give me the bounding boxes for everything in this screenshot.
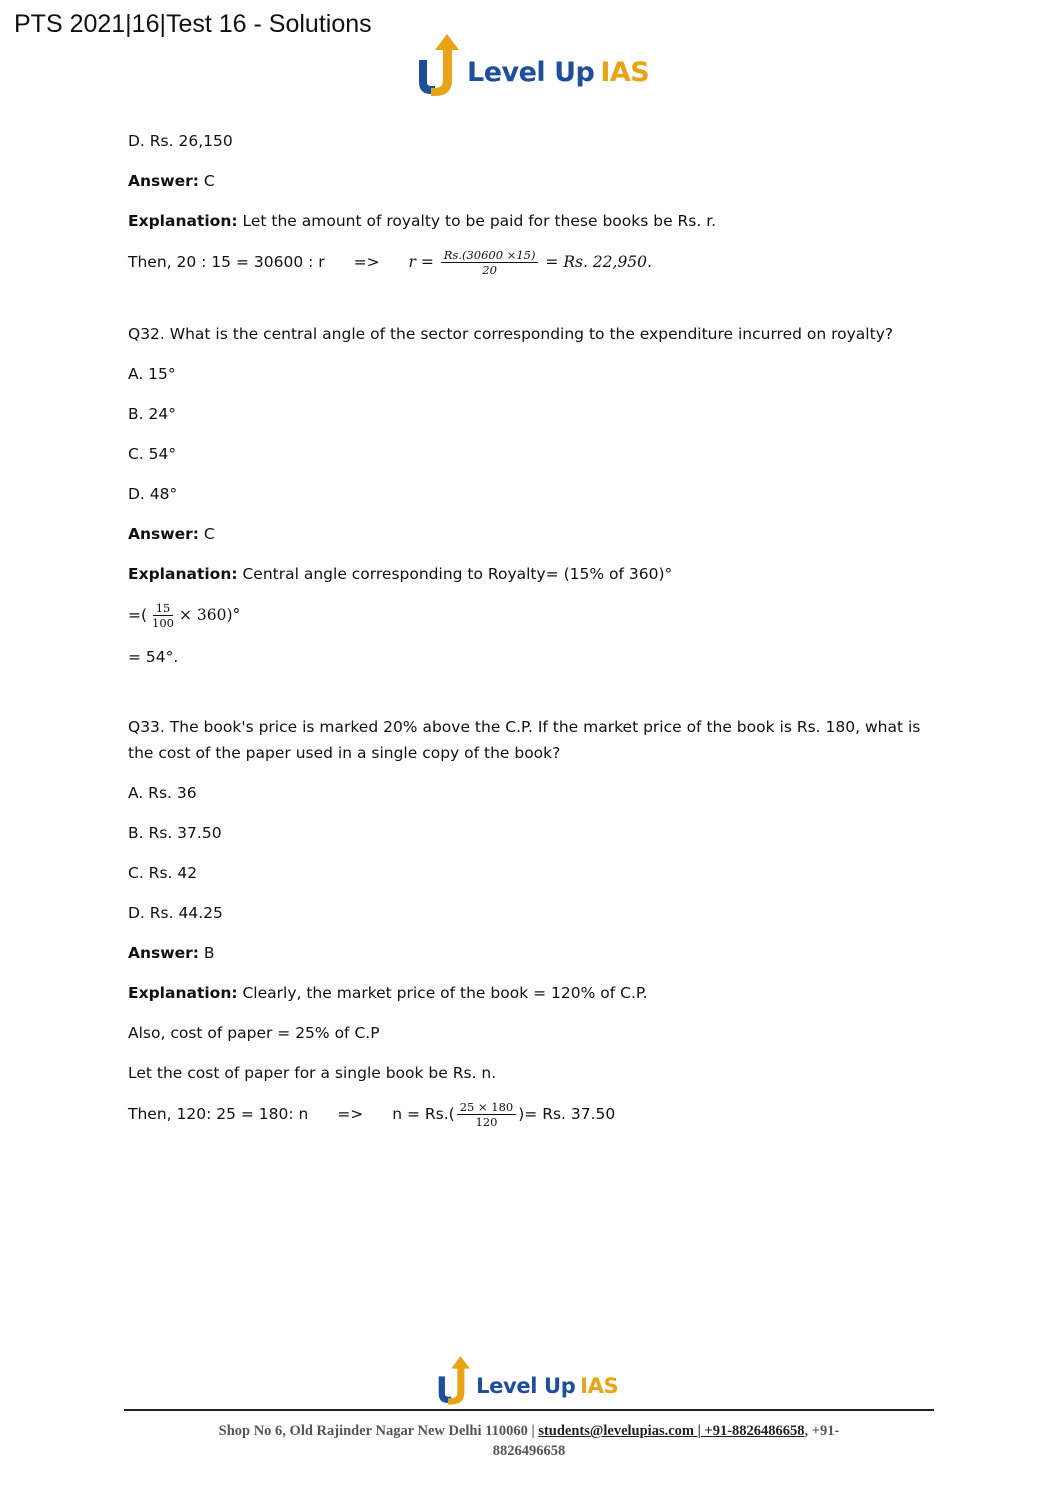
logo-text-level-up: Level Up [467,57,595,88]
explanation-label: Explanation: [128,565,238,583]
document-header-title: PTS 2021|16|Test 16 - Solutions [14,10,372,38]
logo-u-arrow-icon [413,30,463,98]
q31-explanation [128,208,938,234]
q32-step2: = 54°. [128,648,179,666]
q32-step1 [128,601,938,630]
step-suffix: × 360)° [179,606,241,624]
q32-option-a: A. 15° [128,365,176,383]
q33-option-a: A. Rs. 36 [128,784,197,802]
fraction-denominator: 100 [152,616,174,630]
q33-option-b: B. Rs. 37.50 [128,824,222,842]
fraction [149,601,177,630]
logo-text [467,57,649,88]
equation-rhs: = Rs. 22,950. [545,253,652,271]
answer-value: C [198,172,215,190]
q32-question: Q32. What is the central angle of the sector corresponding to the expenditure incurred on royalty? [128,325,894,343]
explanation-label: Explanation: [128,984,238,1002]
arrow-text: => [337,1105,364,1123]
answer-value: B [198,944,215,962]
fraction-numerator: 15 [153,601,174,616]
q33-answer [128,940,938,966]
q31-option-d: D. Rs. 26,150 [128,132,233,150]
explanation-text: Clearly, the market price of the book = 120% of C.P. [237,984,648,1002]
logo-text-level-up: Level Up [476,1374,576,1399]
logo-u-arrow-icon [434,1353,473,1406]
q33-option-d: D. Rs. 44.25 [128,904,223,922]
q33-equation [128,1100,938,1129]
level-up-ias-logo [413,30,649,98]
answer-label: Answer: [128,525,199,543]
q32-explanation [128,561,938,587]
footer-logo [434,1353,618,1406]
document-body [128,128,938,1143]
then-text: Then, 20 : 15 = 30600 : r [128,253,325,271]
logo-text-ias: IAS [600,57,650,88]
footer-phone-tail: , +91- [804,1423,840,1439]
q33-explanation [128,980,938,1006]
q32-answer [128,521,938,547]
fraction [441,248,539,277]
q32-option-b: B. 24° [128,405,176,423]
q33-line3: Let the cost of paper for a single book be Rs. n. [128,1064,497,1082]
footer-address: Shop No 6, Old Rajinder Nagar New Delhi 110060 | [218,1423,535,1439]
fraction-numerator: Rs.(30600 ×15) [441,248,539,263]
answer-label: Answer: [128,944,199,962]
n-prefix: n = Rs.( [392,1105,455,1123]
arrow-text: => [353,253,380,271]
q31-equation [128,248,938,277]
q33-line2: Also, cost of paper = 25% of C.P [128,1024,380,1042]
q33-option-c: C. Rs. 42 [128,864,198,882]
n-suffix: )= Rs. 37.50 [518,1105,616,1123]
step-prefix: =( [128,606,148,624]
footer-contact [124,1421,934,1461]
q32-option-d: D. 48° [128,485,178,503]
fraction-denominator: 20 [482,263,497,277]
footer-contact-link[interactable]: students@levelupias.com | +91-8826486658 [538,1423,805,1439]
fraction [457,1100,517,1129]
fraction-numerator: 25 × 180 [457,1100,517,1115]
q31-answer [128,168,938,194]
footer-phone-line2: 8826496658 [492,1443,566,1459]
q32-option-c: C. 54° [128,445,177,463]
equation-lhs: r = [408,253,434,271]
logo-text-ias: IAS [580,1374,619,1399]
explanation-text: Let the amount of royalty to be paid for these books be Rs. r. [237,212,717,230]
footer-divider [124,1409,934,1411]
q33-question: Q33. The book's price is marked 20% above the C.P. If the market price of the book is Rs. 180, what is the cost of the paper used in a single copy of the book? [128,718,921,762]
explanation-text: Central angle corresponding to Royalty= (15% of 360)° [237,565,673,583]
explanation-label: Explanation: [128,212,238,230]
then-text: Then, 120: 25 = 180: n [128,1105,309,1123]
answer-value: C [198,525,215,543]
answer-label: Answer: [128,172,199,190]
logo-text [476,1374,618,1398]
fraction-denominator: 120 [475,1115,498,1129]
